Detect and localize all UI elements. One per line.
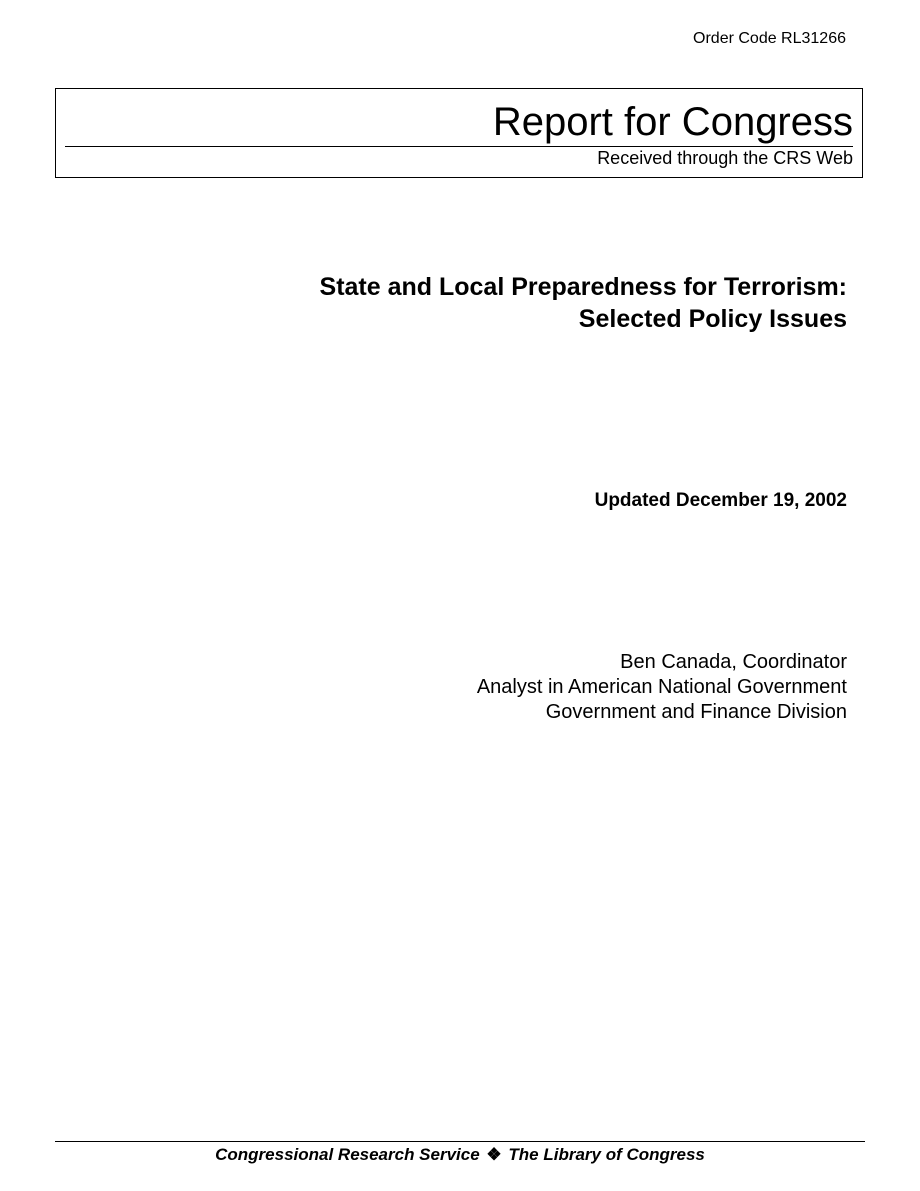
author-division: Government and Finance Division: [545, 701, 847, 723]
author-block: [477, 650, 847, 725]
order-code: Order Code RL31266: [693, 30, 846, 47]
footer-divider: [55, 1141, 865, 1142]
document-title-line-1: State and Local Preparedness for Terrorism:: [319, 273, 847, 301]
footer-crs: Congressional Research Service: [215, 1145, 480, 1164]
document-title: [320, 271, 847, 335]
footer-loc: The Library of Congress: [508, 1145, 705, 1164]
author-name: Ben Canada, Coordinator: [620, 651, 847, 673]
footer: [0, 1144, 920, 1165]
author-title: Analyst in American National Government: [476, 676, 847, 698]
report-subtitle: Received through the CRS Web: [597, 148, 853, 168]
diamond-separator-icon: ❖: [486, 1145, 502, 1164]
updated-date: Updated December 19, 2002: [594, 490, 847, 511]
document-title-line-2: Selected Policy Issues: [578, 305, 847, 333]
report-title: Report for Congress: [492, 100, 853, 144]
report-header-box: [55, 88, 863, 178]
